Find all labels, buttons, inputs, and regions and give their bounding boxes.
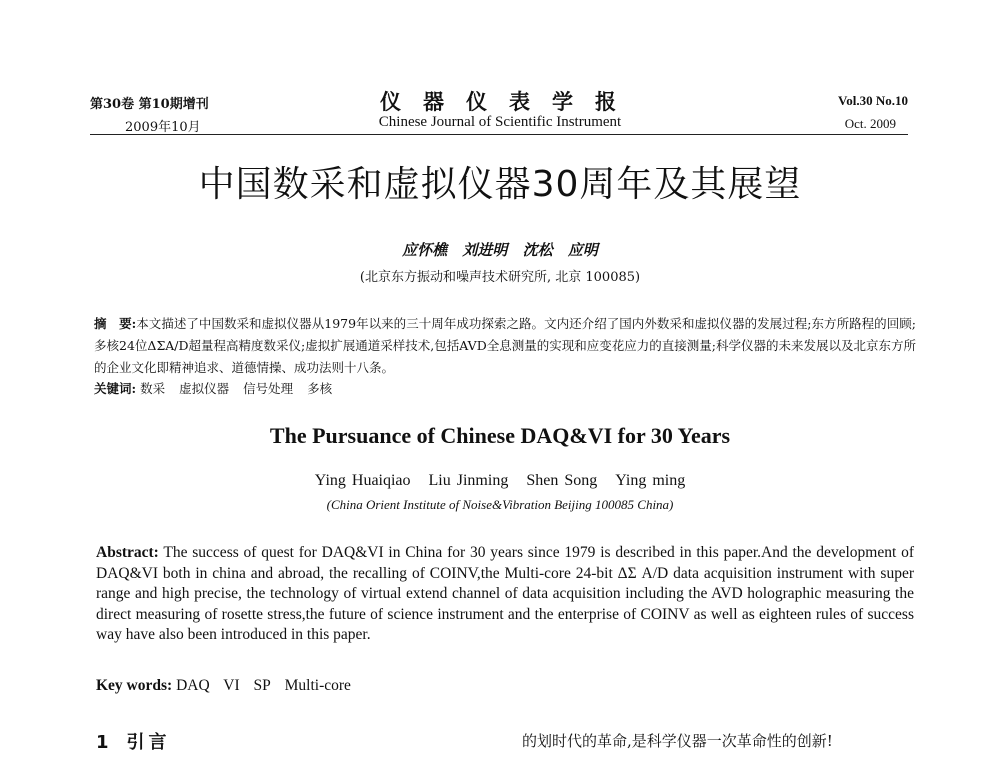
affiliation-cn: (北京东方振动和噪声技术研究所, 北京 100085) bbox=[359, 270, 641, 285]
keyword-cn: 信号处理 bbox=[243, 381, 294, 396]
abstract-text-en: The success of quest for DAQ&VI in China for 30 years since 1979 is described in this paper.And the development of DAQ&VI both in china and abroad, the recalling of COINV,the Multi-core 24-bit ΔΣ A/D data acquisition instrument with super range and high precise, the technology of virtual extend channel of data acquisition including the AVD holographic measuring the direct measuring of rosette stress,the future of science instrument and the enterprise of COINV as well as eighteen rules of success way have also been introduced in this paper. bbox=[96, 544, 914, 644]
volume-en: Vol.30 No.10 bbox=[838, 93, 908, 108]
affiliation-en: (China Orient Institute of Noise&Vibration Beijing 100085 China) bbox=[326, 497, 674, 512]
header-rule bbox=[90, 134, 908, 135]
author-en: Shen Song bbox=[526, 472, 598, 489]
author-cn: 应明 bbox=[567, 241, 598, 259]
abstract-cn bbox=[94, 313, 916, 379]
abstract-label-en: Abstract: bbox=[96, 544, 159, 561]
author-en: Ying ming bbox=[615, 472, 686, 489]
keywords-label-cn: 关键词: bbox=[94, 381, 137, 396]
keyword-cn: 多核 bbox=[307, 381, 333, 396]
section-heading bbox=[96, 728, 171, 754]
author-en: Liu Jinming bbox=[428, 472, 509, 489]
keyword-en: VI bbox=[223, 677, 240, 694]
keywords-cn bbox=[94, 379, 342, 397]
publication-date-cn: 2009年10月 bbox=[125, 120, 201, 135]
author-en: Ying Huaiqiao bbox=[314, 472, 411, 489]
keyword-cn: 数采 bbox=[140, 381, 166, 396]
abstract-label-cn: 摘 要: bbox=[94, 316, 137, 331]
journal-name-en: Chinese Journal of Scientific Instrument bbox=[378, 114, 622, 130]
keyword-cn: 虚拟仪器 bbox=[179, 381, 230, 396]
author-cn: 应怀樵 bbox=[402, 241, 448, 259]
author-cn: 沈松 bbox=[522, 241, 553, 259]
keyword-en: DAQ bbox=[176, 677, 210, 694]
abstract-en bbox=[96, 543, 914, 646]
keyword-en: SP bbox=[253, 677, 271, 694]
keywords-en bbox=[96, 677, 361, 695]
journal-name-cn: 仪器仪表学报 bbox=[380, 89, 638, 114]
section-number: 1 bbox=[96, 732, 113, 753]
section-title: 引言 bbox=[126, 732, 171, 753]
right-column-text: 的划时代的革命,是科学仪器一次革命性的创新! bbox=[522, 732, 833, 750]
author-list-en bbox=[0, 472, 1000, 490]
abstract-text-cn: 本文描述了中国数采和虚拟仪器从1979年以来的三十周年成功探索之路。文内还介绍了国内外数采和虚拟仪器的发展过程;东方所路程的回顾;多核24位ΔΣA/D超量程高精度数采仪;虚拟扩展通道采样技术,包括AVD全息测量的实现和应变花应力的直接测量;科学仪器的未来发展以及北京东方所的企业文化即精神追求、道德情操、成功法则十八条。 bbox=[94, 316, 916, 375]
paper-title-cn: 中国数采和虚拟仪器30周年及其展望 bbox=[198, 164, 802, 205]
paper-title-en: The Pursuance of Chinese DAQ&VI for 30 Years bbox=[269, 423, 731, 448]
keyword-en: Multi-core bbox=[284, 677, 351, 694]
keywords-label-en: Key words: bbox=[96, 677, 173, 694]
publication-date-en: Oct. 2009 bbox=[844, 116, 896, 131]
volume-issue: 第30卷 第10期增刊 bbox=[90, 97, 209, 112]
author-cn: 刘进明 bbox=[462, 241, 508, 259]
author-list-cn bbox=[0, 239, 1000, 260]
